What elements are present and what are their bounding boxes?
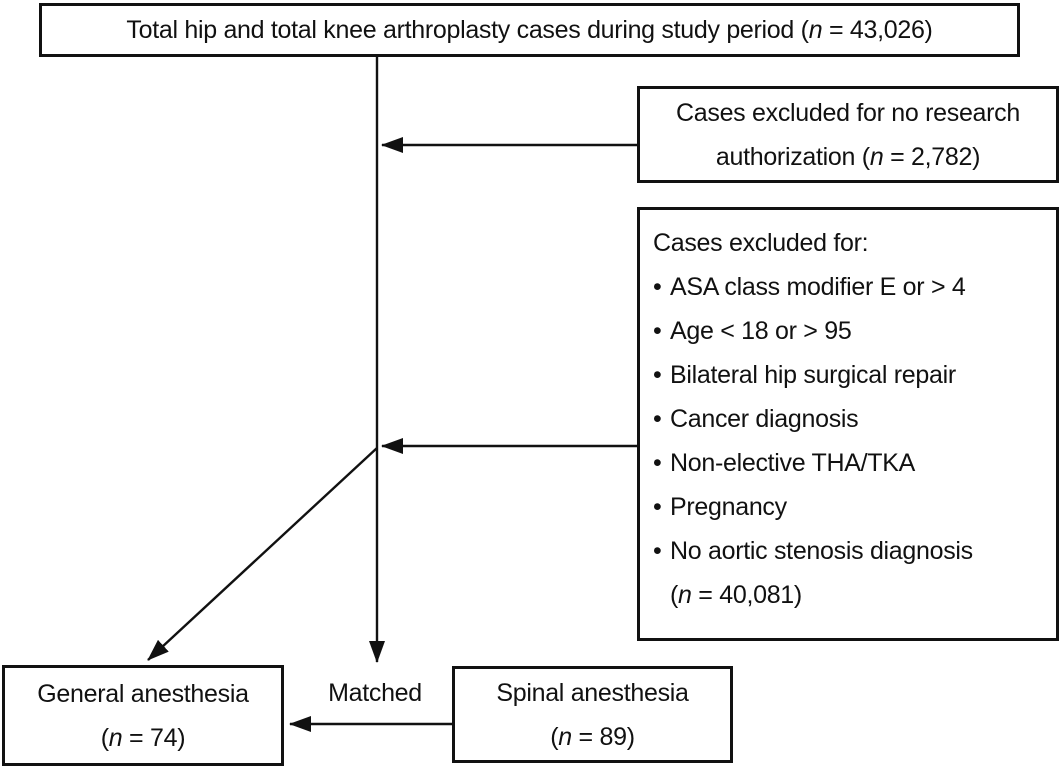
count-value: = 89) (571, 722, 635, 751)
n-symbol: n (678, 581, 692, 609)
no-research-label: Cases excluded for no research authorization ( (676, 98, 1020, 171)
no-research-count: = 2,782) (883, 142, 981, 171)
exclusion-count-open: ( (670, 581, 679, 609)
count-open: ( (100, 723, 109, 752)
bullet-glyph: • (653, 361, 662, 389)
exclusion-item-text: Bilateral hip surgical repair (670, 361, 956, 389)
general-anesthesia-label: General anesthesia (37, 679, 249, 708)
exclusion-item (653, 397, 858, 441)
exclusion-item (653, 353, 956, 397)
bullet-glyph: • (653, 493, 662, 521)
exclusion-item (653, 485, 787, 529)
bullet-glyph: • (653, 317, 662, 345)
spinal-anesthesia-count (550, 715, 634, 759)
total-cases-count: = 43,026) (822, 16, 933, 44)
exclusion-count-value: = 40,081) (691, 581, 802, 609)
exclusion-item-text: ASA class modifier E or > 4 (670, 273, 966, 301)
exclusion-item (653, 265, 966, 309)
exclusion-heading: Cases excluded for: (653, 229, 869, 257)
node-spinal-anesthesia (452, 666, 733, 763)
n-symbol: n (808, 16, 823, 44)
bullet-glyph: • (653, 273, 662, 301)
exclusion-item-text: Age < 18 or > 95 (670, 317, 852, 345)
node-total-cases (39, 3, 1020, 57)
matched-label: Matched (328, 679, 422, 707)
total-cases-label: Total hip and total knee arthroplasty cases during study period ( (126, 16, 809, 44)
node-no-research-exclusion (637, 86, 1059, 183)
total-cases-text (126, 8, 932, 52)
general-anesthesia-count (101, 716, 185, 760)
exclusion-item (653, 309, 851, 353)
n-symbol: n (108, 723, 123, 752)
n-symbol: n (869, 142, 884, 171)
exclusion-item-text: Cancer diagnosis (670, 405, 859, 433)
exclusion-item-text: No aortic stenosis diagnosis (670, 537, 973, 565)
n-symbol: n (558, 722, 572, 751)
spinal-anesthesia-label: Spinal anesthesia (496, 678, 689, 707)
bullet-glyph: • (653, 405, 662, 433)
exclusion-count-line (653, 573, 802, 617)
bullet-glyph: • (653, 449, 662, 477)
no-research-text (654, 91, 1042, 179)
exclusion-item (653, 529, 973, 573)
node-exclusion-list (637, 207, 1059, 641)
exclusion-item-text: Pregnancy (670, 493, 787, 521)
count-open: ( (550, 722, 559, 751)
exclusion-item-text: Non-elective THA/TKA (670, 449, 916, 477)
count-value: = 74) (122, 723, 186, 752)
exclusion-item (653, 441, 915, 485)
bullet-glyph: • (653, 537, 662, 565)
node-general-anesthesia (2, 665, 284, 766)
arrow-to-general-anesthesia (148, 448, 377, 660)
